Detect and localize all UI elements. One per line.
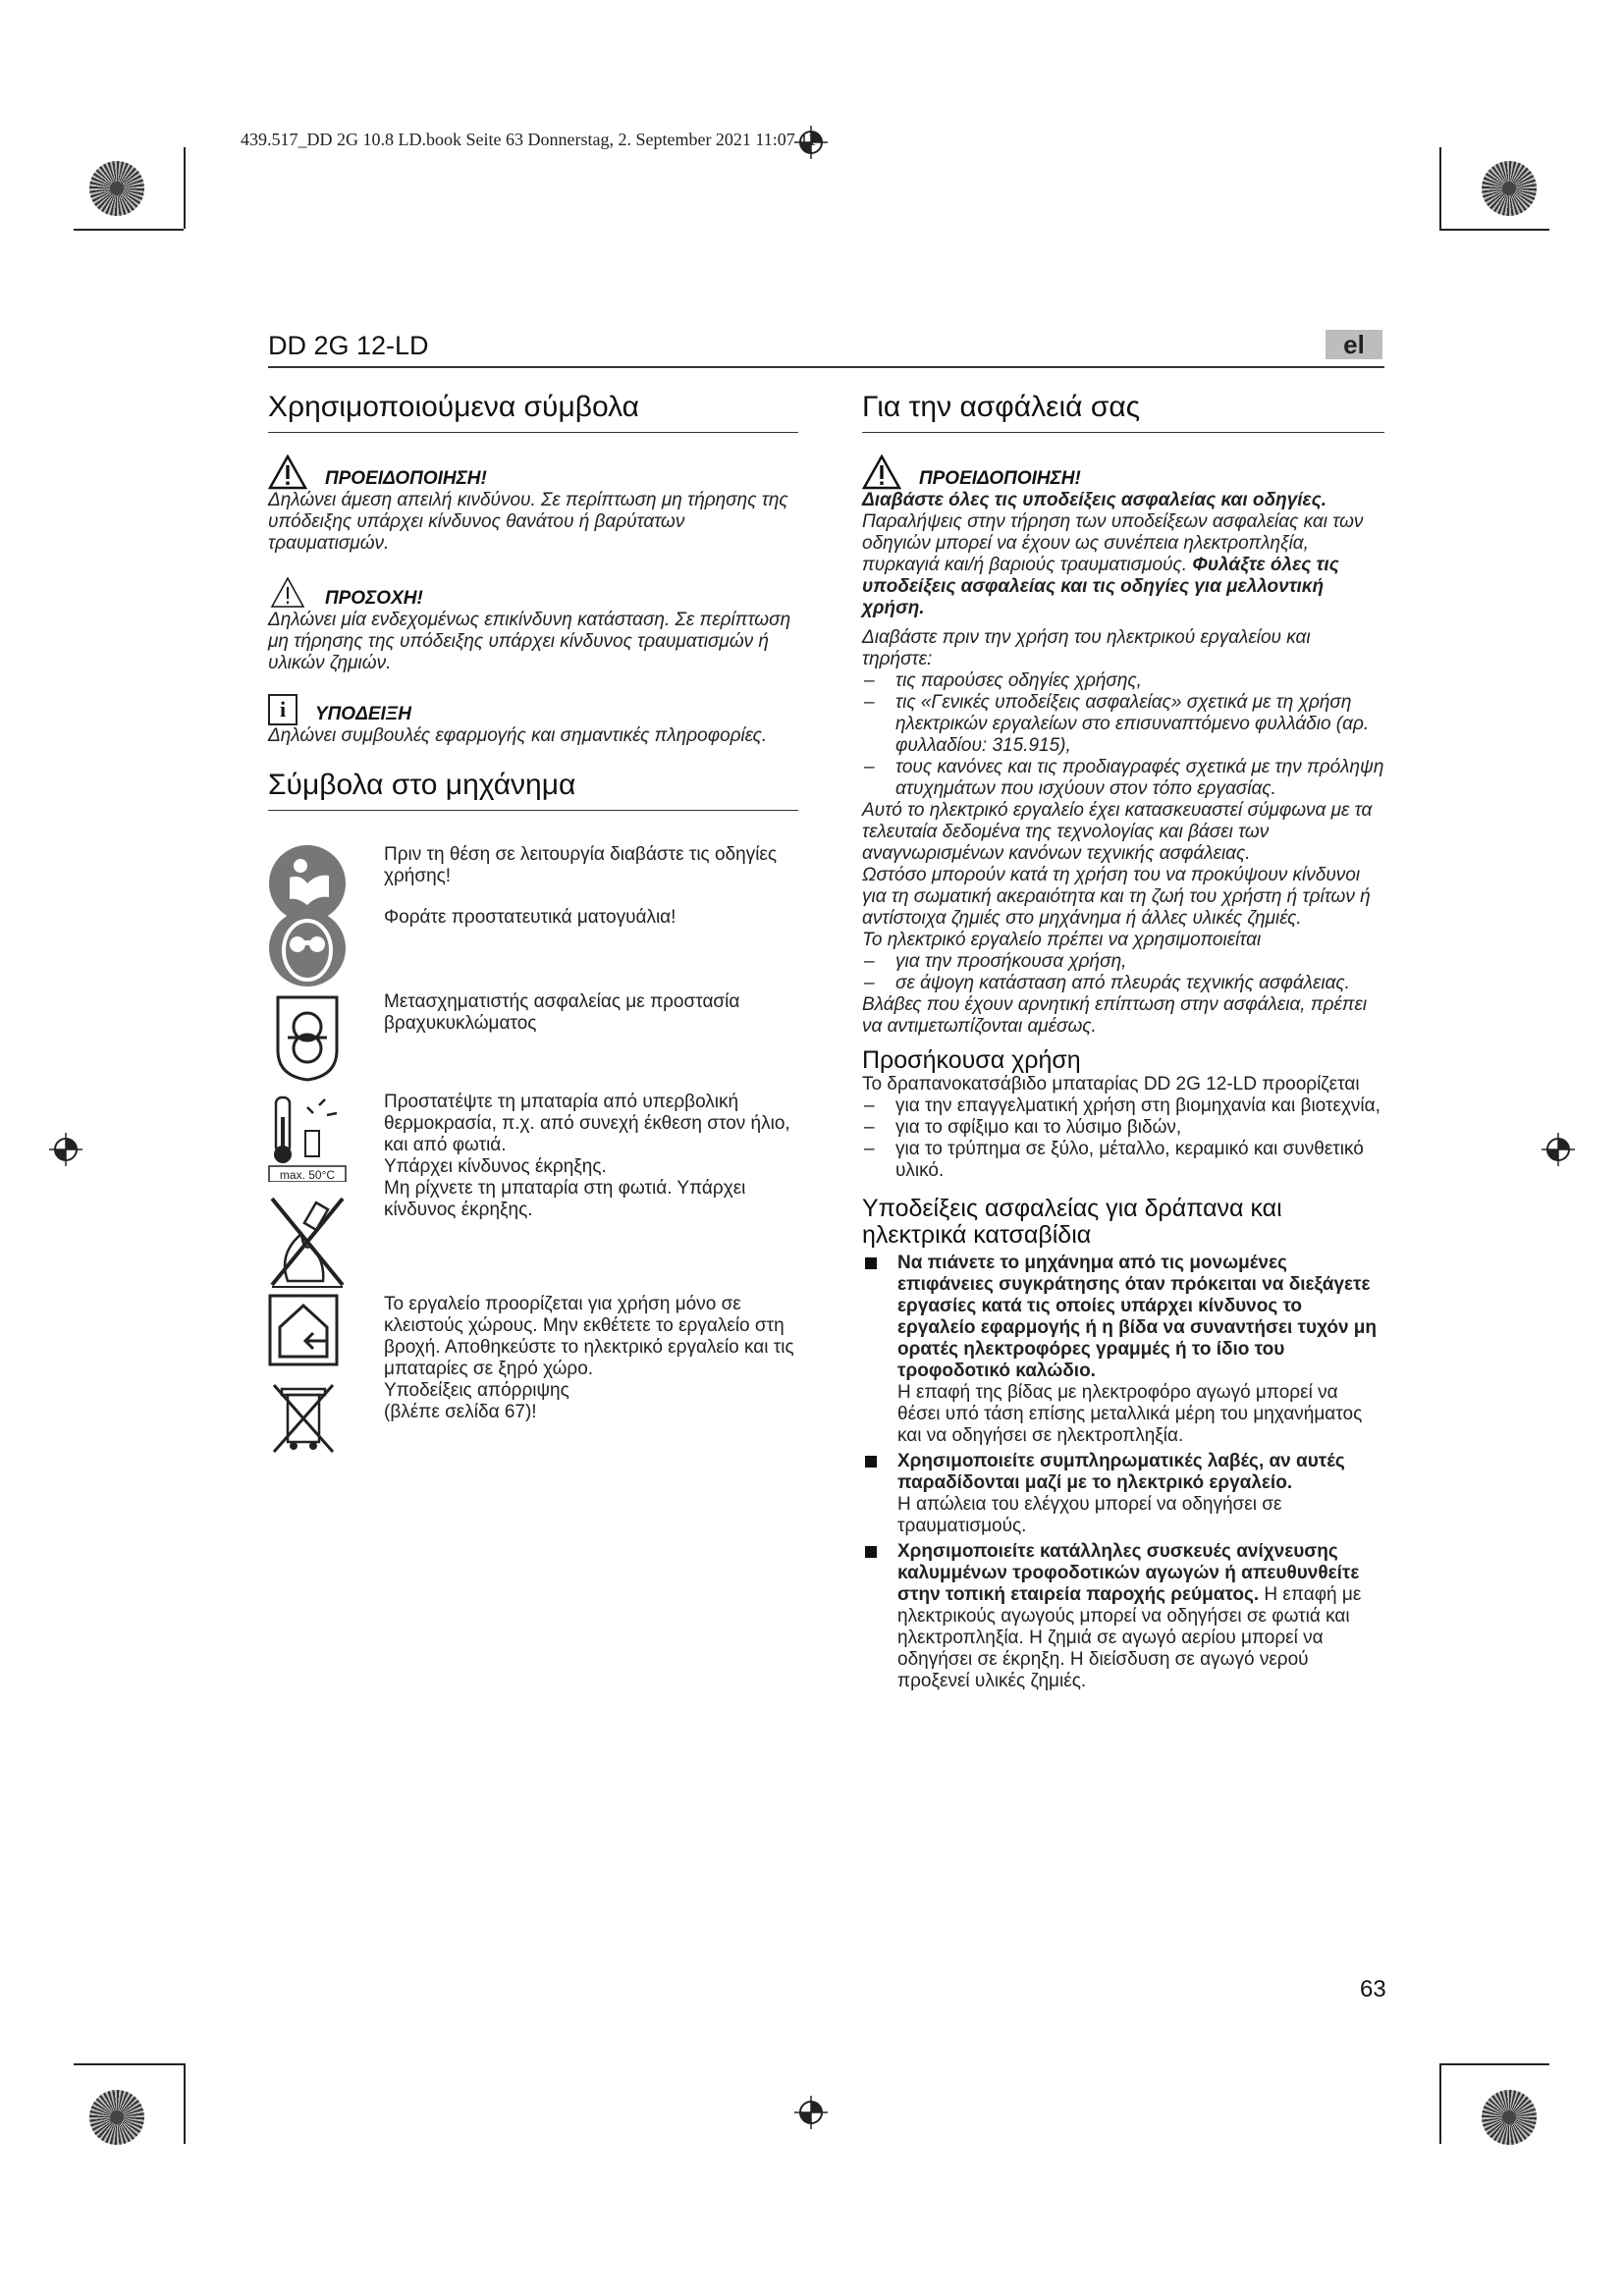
item-bold: Χρησιμοποιείτε συμπληρωματικές λαβές, αν αυτές παραδίδονται μαζί με το ηλεκτρικό εργαλείο.	[897, 1451, 1345, 1493]
list-item: – τους κανόνες και τις προδιαγραφές σχετικά με την πρόληψη ατυχημάτων που ισχύουν στον τόπο εργασίας.	[862, 757, 1384, 800]
item-normal: Η επαφή με ηλεκτρικούς αγωγούς μπορεί να οδηγήσει σε φωτιά και ηλεκτροπληξία. Η ζημιά σε αγωγό αερίου μπορεί να οδηγήσει σε έκρηξη. Η διείσδυση σε αγωγό νερού προξενεί υλικές ζημιές.	[897, 1584, 1362, 1691]
omissions-bold: Φυλάξτε όλες τις υποδείξεις ασφαλείας και τις οδηγίες για μελλοντική χρήση.	[862, 555, 1339, 618]
warning-label: ΠΡΟΕΙΔΟΠΟΙΗΣΗ!	[325, 468, 487, 489]
left-column	[268, 391, 798, 1461]
drill-safety-list	[862, 1253, 1384, 1692]
use-list	[862, 951, 1384, 994]
symbol-text: Μετασχηματιστής ασφαλείας με προστασία βραχυκυκλώματος	[384, 991, 740, 1034]
list-item: – για την επαγγελματική χρήση στη βιομηχανία και βιοτεχνία,	[862, 1095, 1384, 1117]
item-bold: Να πιάνετε το μηχάνημα από τις μονωμένες επιφάνειες συγκράτησης όταν πρόκειται να διεξάγετε εργασίες κατά τις οποίες υπάρχει κίνδυνος το εργαλείο εφαρμογής ή η βίδα να συναντήσει τυχόν μη ορατές ηλεκτροφόρες γραμμές ή το ίδιο του τροφοδοτικό καλώδιο.	[897, 1253, 1378, 1381]
item-bold: Χρησιμοποιείτε κατάλληλες συσκευές ανίχνευσης καλυμμένων τροφοδοτικών αγωγών ή απευθυνθείτε στην τοπική εταιρεία παροχής ρεύματος.	[897, 1541, 1360, 1605]
crop-mark	[184, 147, 186, 229]
before-use-list	[862, 670, 1384, 800]
damage-text: Βλάβες που έχουν αρνητική επίπτωση στην ασφάλεια, πρέπει να αντιμετωπίζονται αμέσως.	[862, 994, 1368, 1037]
symbol-row	[268, 1092, 798, 1294]
list-item	[862, 1451, 1384, 1537]
list-item: – τις παρούσες οδηγίες χρήσης,	[862, 670, 1384, 692]
symbol-text: Μη ρίχνετε τη μπαταρία στη φωτιά. Υπάρχει κίνδυνος έκρηξης.	[384, 1178, 746, 1220]
caution-label: ΠΡΟΣΟΧΗ!	[325, 588, 423, 609]
symbol-row	[268, 993, 798, 1082]
list-item	[862, 1541, 1384, 1692]
symbol-row	[268, 1294, 798, 1461]
registration-crosshair-icon	[1542, 1133, 1575, 1166]
page-number: 63	[1360, 1976, 1386, 2002]
safety-title: Για την ασφάλειά σας	[862, 391, 1384, 433]
crop-mark	[74, 2063, 184, 2065]
omissions-normal: Παραλήψεις στην τήρηση των υποδείξεων ασφαλείας και των οδηγιών μπορεί να έχουν ως συνέπεια ηλεκτροπληξία, πυρκαγιά και/ή βαριούς τραυματισμούς.	[862, 511, 1364, 575]
before-use-text: Διαβάστε πριν την χρήση του ηλεκτρικού εργαλείου και τηρήστε:	[862, 627, 1311, 669]
temperature-limit-icon	[268, 1092, 347, 1182]
note-label: ΥΠΟΔΕΙΞΗ	[315, 704, 412, 724]
item-normal: Η επαφή της βίδας με ηλεκτροφόρο αγωγό μπορεί να θέσει υπό τάση επίσης μεταλλικά μέρη του μηχανήματος και να οδηγήσει σε ηλεκτροπληξία.	[897, 1382, 1363, 1446]
warning-text: Δηλώνει άμεση απειλή κινδύνου. Σε περίπτωση μη τήρησης της υπόδειξης υπάρχει κίνδυνος θανάτου ή βαρύτατων τραυματισμών.	[268, 490, 788, 554]
dangers-text: Ωστόσο μπορούν κατά τη χρήση του να προκύψουν κίνδυνοι για τη σωματική ακεραιότητα και τη ζωή του χρήστη ή τρίτων ή αντίστοιχα ζημιές στο μηχάνημα ή άλλες υλικές ζημιές.	[862, 865, 1371, 929]
caution-triangle-icon	[268, 574, 307, 610]
symbol-text: Πριν τη θέση σε λειτουργία διαβάστε τις οδηγίες χρήσης!	[384, 844, 778, 886]
info-icon: i	[268, 694, 298, 725]
intended-intro: Το δραπανοκατσάβιδο μπαταρίας DD 2G 12-LD προορίζεται	[862, 1074, 1360, 1095]
crop-mark	[74, 229, 184, 231]
registration-crosshair-icon	[49, 1133, 82, 1166]
safety-transformer-icon	[268, 993, 347, 1082]
registration-rosette-icon	[89, 2090, 144, 2145]
right-column	[862, 391, 1384, 1692]
crop-mark	[1439, 2063, 1549, 2065]
symbol-text: (βλέπε σελίδα 67)!	[384, 1402, 537, 1422]
symbol-row	[268, 909, 798, 988]
read-all-text: Διαβάστε όλες τις υποδείξεις ασφαλείας και οδηγίες.	[862, 490, 1327, 510]
print-header: 439.517_DD 2G 10.8 LD.book Seite 63 Donnerstag, 2. September 2021 11:07 11	[241, 130, 817, 149]
battery-icons	[268, 1092, 347, 1294]
symbols-title: Χρησιμοποιούμενα σύμβολα	[268, 391, 798, 433]
intended-use-title: Προσήκουσα χρήση	[862, 1046, 1081, 1074]
item-normal: Η απώλεια του ελέγχου μπορεί να οδηγήσει σε τραυματισμούς.	[897, 1494, 1282, 1536]
warning-triangle-icon	[268, 454, 307, 490]
registration-rosette-icon	[1482, 2090, 1537, 2145]
language-badge: el	[1326, 330, 1382, 359]
crop-mark	[1439, 2063, 1441, 2144]
note-heading	[268, 694, 798, 725]
symbol-text: Φοράτε προστατευτικά ματογυάλια!	[384, 907, 677, 928]
battery-text-block	[384, 1092, 798, 1221]
list-item: – σε άψογη κατάσταση από πλευράς τεχνικής ασφάλειας.	[862, 973, 1384, 994]
omissions-text	[862, 511, 1384, 619]
list-item	[862, 1253, 1384, 1447]
waste-bin-crossed-icon	[268, 1379, 339, 1456]
safety-warning-heading	[862, 454, 1384, 490]
indoor-icons	[268, 1294, 347, 1461]
note-text: Δηλώνει συμβουλές εφαρμογής και σημαντικές πληροφορίες.	[268, 725, 768, 746]
intended-list	[862, 1095, 1384, 1182]
list-item: – για την προσήκουσα χρήση,	[862, 951, 1384, 973]
use-only-text: Το ηλεκτρικό εργαλείο πρέπει να χρησιμοποιείται	[862, 930, 1262, 950]
machine-symbols-title: Σύμβολα στο μηχάνημα	[268, 769, 798, 811]
caution-text: Δηλώνει μία ενδεχομένως επικίνδυνη κατάσταση. Σε περίπτωση μη τήρησης της υπόδειξης υπάρχει κίνδυνος τραυματισμών ή υλικών ζημιών.	[268, 610, 791, 673]
indoor-text-block	[384, 1294, 798, 1423]
symbol-text: Υπάρχει κίνδυνος έκρηξης.	[384, 1156, 607, 1177]
list-item: – για το τρύπημα σε ξύλο, μέταλλο, κεραμικό και συνθετικό υλικό.	[862, 1139, 1384, 1182]
registration-rosette-icon	[89, 161, 144, 216]
safety-goggles-icon	[268, 909, 347, 988]
no-fire-icon	[268, 1195, 347, 1289]
header-rule	[268, 366, 1384, 368]
symbol-text: Το εργαλείο προορίζεται για χρήση μόνο σε κλειστούς χώρους. Μην εκθέτετε το εργαλείο στη βροχή. Αποθηκεύστε το ηλεκτρικό εργαλείο και τις μπαταρίες σε ξηρό χώρο.	[384, 1294, 794, 1379]
doc-title: DD 2G 12-LD	[268, 331, 429, 360]
warning-triangle-icon	[862, 454, 901, 490]
built-text: Αυτό το ηλεκτρικό εργαλείο έχει κατασκευαστεί σύμφωνα με τα τελευταία δεδομένα της τεχνολογίας και βάσει των αναγνωρισμένων κανόνων τεχνικής ασφάλειας.	[862, 800, 1373, 864]
caution-heading	[268, 574, 798, 610]
list-item: – τις «Γενικές υποδείξεις ασφαλείας» σχετικά με τη χρήση ηλεκτρικών εργαλείων στο επισυναπτόμενο φυλλάδιο (αρ. φυλλαδίου: 315.915),	[862, 692, 1384, 757]
crop-mark	[1439, 229, 1549, 231]
machine-symbols-list	[268, 844, 798, 1461]
warning-heading	[268, 454, 798, 490]
list-item: – για το σφίξιμο και το λύσιμο βιδών,	[862, 1117, 1384, 1139]
warning-label: ΠΡΟΕΙΔΟΠΟΙΗΣΗ!	[919, 468, 1081, 489]
thermo-max-label: max. 50°C	[279, 1168, 336, 1182]
registration-crosshair-icon	[794, 2096, 828, 2129]
indoor-use-icon	[268, 1294, 339, 1366]
crop-mark	[184, 2063, 186, 2144]
symbol-text: Υποδείξεις απόρριψης	[384, 1380, 569, 1401]
crop-mark	[1439, 147, 1441, 229]
symbol-text: Προστατέψτε τη μπαταρία από υπερβολική θερμοκρασία, π.χ. από συνεχή έκθεση στον ήλιο, και από φωτιά.	[384, 1092, 790, 1155]
drill-safety-title: Υποδείξεις ασφαλείας για δράπανα και ηλεκτρικά κατσαβίδια	[862, 1195, 1282, 1249]
registration-rosette-icon	[1482, 161, 1537, 216]
